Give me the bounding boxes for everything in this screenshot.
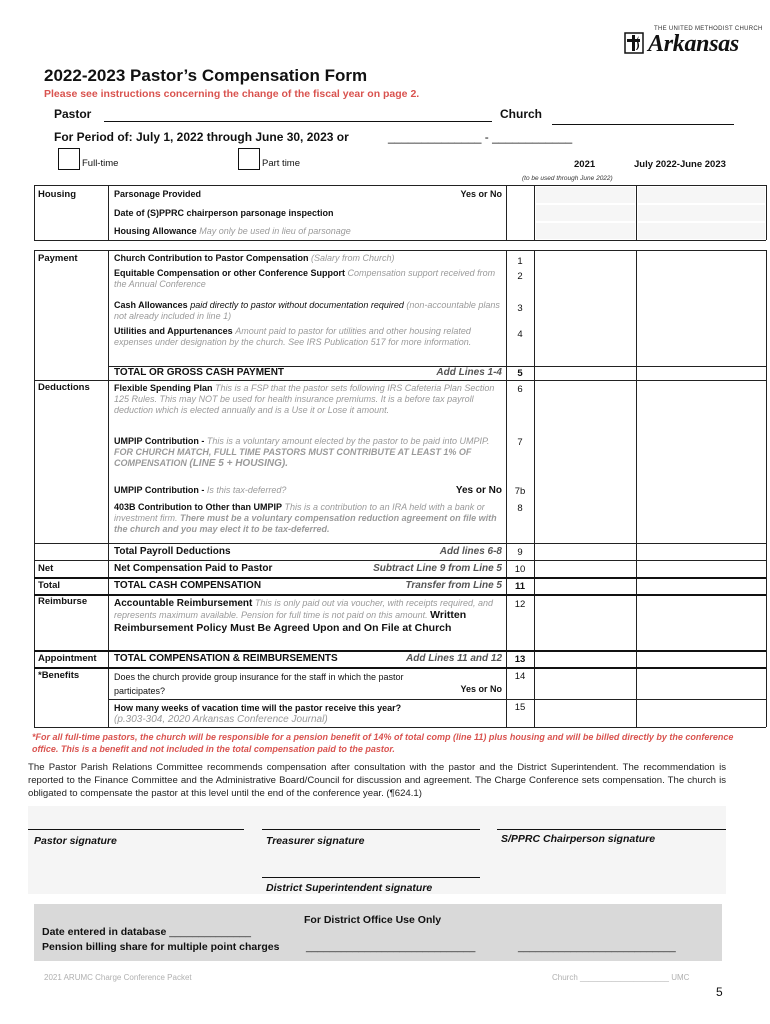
row-inspection: Date of (S)PPRC chairperson parsonage inspection <box>114 208 334 218</box>
date-entered-field[interactable]: ______________ <box>169 926 251 938</box>
section-housing: Housing <box>38 189 76 200</box>
page-number: 5 <box>716 985 723 999</box>
line-number-4: 4 <box>517 329 523 340</box>
sppr-signature-line[interactable] <box>497 829 726 830</box>
row-3: Cash Allowances paid directly to pastor without documentation required (non-accountable plans not already included in line 1) <box>114 300 500 321</box>
section-benefits: *Benefits <box>38 670 80 681</box>
date-entered-label: Date entered in database ______________ <box>42 926 251 938</box>
pension-billing-label: Pension billing share for multiple point charges <box>42 941 280 953</box>
signature-area <box>28 806 726 894</box>
input-cell-parsonage-2022[interactable] <box>638 187 765 203</box>
logo-main-text: Arkansas <box>648 31 739 57</box>
row-10: Net Compensation Paid to Pastor Subtract Line 9 from Line 5 <box>114 563 502 574</box>
line-number-3: 3 <box>517 303 523 314</box>
row-15: How many weeks of vacation time will the pastor receive this year? (p.303-304, 2020 Arkansas Conference Journal) <box>114 703 402 725</box>
line-number-7b: 7b <box>514 486 526 497</box>
treasurer-signature-line[interactable] <box>262 829 480 830</box>
row-4: Utilities and Appurtenances Amount paid to pastor for utilities and other housing related expenses under designation by the church. See IRS Publication 517 for more information. <box>114 326 472 347</box>
row-8: 403B Contribution to Other than UMPIP This is a contribution to an IRA held with a bank or investment firm. There must be a voluntary compensation reduction agreement on file with the church and you may elect it to be tax-deferred. <box>114 502 497 534</box>
line-number-5: 5 <box>517 368 523 379</box>
page-subtitle: Please see instructions concerning the change of the fiscal year on page 2. <box>44 88 420 100</box>
church-label: Church <box>500 107 542 121</box>
parttime-label: Part time <box>262 158 301 169</box>
ds-signature-label: District Superintendent signature <box>266 882 433 894</box>
row-14: Does the church provide group insurance for the staff in which the pastor participates? Yes or No <box>114 672 502 696</box>
line-number-7: 7 <box>517 437 523 448</box>
office-title: For District Office Use Only <box>304 914 442 926</box>
row-1: Church Contribution to Pastor Compensation (Salary from Church) <box>114 253 395 263</box>
district-office-box <box>34 904 722 961</box>
row-5: TOTAL OR GROSS CASH PAYMENT Add Lines 1-4 <box>114 367 502 378</box>
pastor-field[interactable] <box>104 121 492 122</box>
row-parsonage: Parsonage Provided Yes or No <box>114 189 502 199</box>
ppr-paragraph: The Pastor Parish Relations Committee recommends compensation after consultation with the pastor and the District Superintendent. The recommendation is reported to the Finance Committee and the Administrative Board/Council for discussion and agreement. The Charge Conference sets compensation. The church is obligated to compensate the pastor at this level until the end of the conference year. (¶624.1) <box>28 762 726 799</box>
treasurer-signature-label: Treasurer signature <box>266 835 365 847</box>
section-net: Net <box>38 563 54 574</box>
fulltime-label: Full-time <box>82 158 119 169</box>
line-number-14: 14 <box>514 671 526 682</box>
line-number-12: 12 <box>514 599 526 610</box>
pension-billing-field-2[interactable]: ___________________________ <box>518 941 676 953</box>
cross-flame-icon <box>624 32 644 54</box>
row-13: TOTAL COMPENSATION & REIMBURSEMENTS Add Lines 11 and 12 <box>114 653 502 664</box>
sppr-signature-label: S/PPRC Chairperson signature <box>501 833 656 845</box>
period-label: For Period of: July 1, 2022 through June 30, 2023 or <box>54 130 349 144</box>
row-7b: UMPIP Contribution - Is this tax-deferred? Yes or No <box>114 485 502 496</box>
line-number-10: 10 <box>514 564 526 575</box>
section-total: Total <box>38 580 60 591</box>
line-number-11: 11 <box>514 581 526 592</box>
ds-signature-line[interactable] <box>262 877 480 878</box>
section-payment: Payment <box>38 253 78 264</box>
church-field[interactable] <box>552 124 734 125</box>
logo-small-text: THE UNITED METHODIST CHURCH <box>654 26 763 32</box>
footer-left: 2021 ARUMC Charge Conference Packet <box>44 973 192 982</box>
row-7: UMPIP Contribution - This is a voluntary amount elected by the pastor to be paid into UMPIP. FOR CHURCH MATCH, FULL TIME PASTORS MUST CONTRIBUTE AT LEAST 1% OF COMPENSATION (LINE 5 + HOUSING). <box>114 436 490 469</box>
pastor-signature-line[interactable] <box>28 829 244 830</box>
pastor-label: Pastor <box>54 107 92 121</box>
input-cell-inspection-2021[interactable] <box>536 205 635 221</box>
pension-billing-field-1[interactable]: _____________________________ <box>306 941 476 953</box>
section-appointment: Appointment <box>38 653 97 664</box>
row-9: Total Payroll Deductions Add lines 6-8 <box>114 546 502 557</box>
line-number-8: 8 <box>517 503 523 514</box>
line-number-6: 6 <box>517 384 523 395</box>
line-number-1: 1 <box>517 256 523 267</box>
footer-right: Church ____________________ UMC <box>552 973 690 982</box>
line-number-9: 9 <box>517 547 523 558</box>
row-2: Equitable Compensation or other Conference Support Compensation support received from the Annual Conference <box>114 268 496 289</box>
line-number-13: 13 <box>514 654 526 665</box>
input-cell-allowance-2022[interactable] <box>638 223 765 239</box>
column-note: (to be used through June 2022) <box>522 175 613 182</box>
input-cell-allowance-2021[interactable] <box>536 223 635 239</box>
row-11: TOTAL CASH COMPENSATION Transfer from Line 5 <box>114 580 502 591</box>
section-deductions: Deductions <box>38 382 90 393</box>
conference-logo <box>624 26 763 58</box>
row-6: Flexible Spending Plan This is a FSP that the pastor sets following IRS Cafeteria Plan Section 125 Rules. This may NOT be used for health insurance premiums. It is a before tax payroll deduction which is elected annually and is a Use it or Lose it amount. <box>114 383 495 415</box>
column-2022-2023: July 2022-June 2023 <box>634 159 726 170</box>
line-number-15: 15 <box>514 702 526 713</box>
input-cell-parsonage-2021[interactable] <box>536 187 635 203</box>
period-blank-field[interactable]: ______________ - ____________ <box>388 130 573 144</box>
pastor-signature-label: Pastor signature <box>34 835 117 847</box>
column-2021: 2021 <box>574 159 596 170</box>
row-housing-allowance: Housing Allowance May only be used in lieu of parsonage <box>114 226 351 236</box>
pension-note: *For all full-time pastors, the church will be responsible for a pension benefit of 14% of total comp (line 11) plus housing and will be billed directly by the conference office. This is a benefit and not included in the total compensation paid to the pastor. <box>32 732 734 754</box>
input-cell-inspection-2022[interactable] <box>638 205 765 221</box>
fulltime-checkbox[interactable] <box>58 148 80 170</box>
page-title: 2022-2023 Pastor’s Compensation Form <box>44 66 368 85</box>
row-12: Accountable Reimbursement This is only paid out via voucher, with receipts required, and represents maximum available. Pension for full time is not paid on this amount. Written Reimbursement Policy Must Be Agreed Upon and On File at Church <box>114 598 494 634</box>
parttime-checkbox[interactable] <box>238 148 260 170</box>
section-reimburse: Reimburse <box>38 596 88 607</box>
line-number-2: 2 <box>517 271 523 282</box>
